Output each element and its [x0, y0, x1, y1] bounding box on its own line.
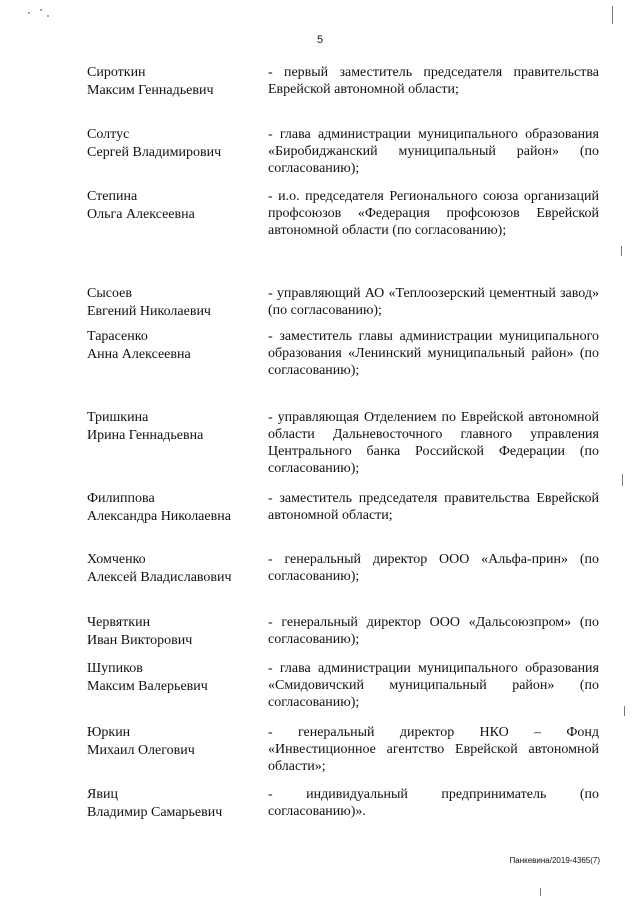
member-name — [87, 285, 257, 321]
scan-artifact — [28, 12, 30, 14]
scan-artifact — [47, 15, 49, 17]
page-number: 5 — [316, 34, 324, 46]
member-role: - генеральный директор НКО – Фонд «Инвестиционное агентство Еврейской автономной области»; — [268, 725, 599, 774]
member-role: - глава администрации муниципального образования «Смидовичский муниципальный район» (по согласованию); — [268, 661, 599, 710]
member-surname: Тарасенко — [87, 329, 148, 344]
document-reference-code: Панкевина/2019-4365(7) — [509, 856, 600, 865]
member-surname: Степина — [87, 189, 138, 204]
scan-artifact — [624, 706, 625, 716]
member-role: - индивидуальный предприниматель (по согласованию)». — [268, 787, 599, 819]
member-name — [87, 409, 257, 445]
member-given-names: Владимир Самарьевич — [87, 805, 223, 820]
scan-artifact — [40, 9, 42, 11]
member-role: - заместитель председателя правительства Еврейской автономной области; — [268, 491, 599, 523]
member-role: - генеральный директор ООО «Альфа-прин» (по согласованию); — [268, 552, 599, 584]
member-given-names: Александра Николаевна — [87, 509, 231, 524]
member-name — [87, 660, 257, 696]
member-surname: Сироткин — [87, 65, 146, 80]
scan-artifact — [540, 888, 541, 896]
member-role: - и.о. председателя Регионального союза организаций профсоюзов «Федерация профсоюзов Еврейской автономной области (по согласованию); — [268, 189, 599, 238]
member-given-names: Ольга Алексеевна — [87, 207, 195, 222]
member-surname: Тришкина — [87, 410, 149, 425]
member-given-names: Алексей Владиславович — [87, 570, 232, 585]
member-role: - управляющая Отделением по Еврейской автономной области Дальневосточного главного управления Центрального банка Российской Федерации (по согласованию); — [268, 410, 599, 476]
member-name — [87, 64, 257, 100]
member-role: - заместитель главы администрации муниципального образования «Ленинский муниципальный район» (по согласованию); — [268, 329, 599, 378]
member-surname: Явиц — [87, 787, 118, 802]
member-given-names: Анна Алексеевна — [87, 347, 191, 362]
member-name — [87, 614, 257, 650]
member-given-names: Максим Валерьевич — [87, 679, 208, 694]
scan-artifact — [621, 246, 622, 256]
member-surname: Солтус — [87, 127, 130, 142]
member-name — [87, 724, 257, 760]
member-given-names: Евгений Николаевич — [87, 304, 211, 319]
member-name — [87, 126, 257, 162]
member-surname: Хомченко — [87, 552, 146, 567]
scan-artifact — [622, 474, 623, 486]
member-role: - первый заместитель председателя правительства Еврейской автономной области; — [268, 65, 599, 97]
member-surname: Юркин — [87, 725, 131, 740]
member-given-names: Михаил Олегович — [87, 743, 195, 758]
member-given-names: Сергей Владимирович — [87, 145, 222, 160]
member-given-names: Максим Геннадьевич — [87, 83, 214, 98]
member-surname: Филиппова — [87, 491, 155, 506]
member-given-names: Иван Викторович — [87, 633, 193, 648]
member-surname: Шупиков — [87, 661, 143, 676]
member-name — [87, 490, 257, 526]
member-role: - управляющий АО «Теплоозерский цементный завод» (по согласованию); — [268, 286, 599, 318]
member-role: - генеральный директор ООО «Дальсоюзпром» (по согласованию); — [268, 615, 599, 647]
member-name — [87, 328, 257, 364]
member-role: - глава администрации муниципального образования «Биробиджанский муниципальный район» (по согласованию); — [268, 127, 599, 176]
member-surname: Сысоев — [87, 286, 132, 301]
member-name — [87, 551, 257, 587]
member-given-names: Ирина Геннадьевна — [87, 428, 204, 443]
member-name — [87, 188, 257, 224]
member-name — [87, 786, 257, 822]
member-surname: Червяткин — [87, 615, 151, 630]
scan-artifact — [612, 6, 613, 24]
